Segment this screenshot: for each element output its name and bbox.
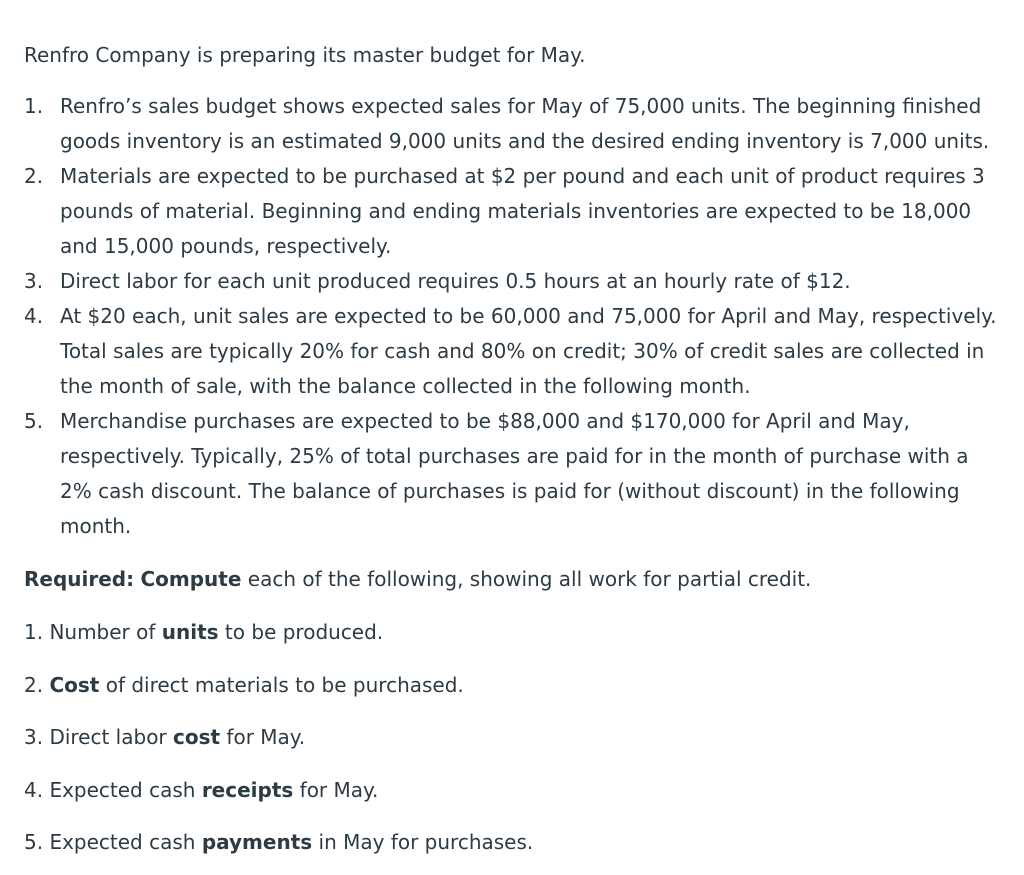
task-text-pre: 4. Expected cash (24, 777, 202, 802)
task-item (24, 668, 1000, 703)
condition-number: 2. (24, 164, 44, 188)
task-item (24, 773, 1000, 808)
condition-item (24, 404, 1000, 544)
task-text-pre: 2. (24, 672, 50, 697)
condition-number: 1. (24, 94, 44, 118)
task-text-pre: 3. Direct labor (24, 725, 174, 749)
task-text-bold: units (161, 620, 219, 644)
condition-item (24, 264, 1000, 299)
condition-item (24, 89, 1000, 159)
task-item (24, 720, 1000, 755)
task-text-bold: payments (201, 830, 313, 854)
task-text-pre: 1. Number of (24, 620, 162, 644)
condition-item (24, 299, 1000, 404)
task-text-bold: cost (173, 725, 221, 749)
intro-text: Renfro Company is preparing its master budget for May. (24, 43, 586, 67)
task-text-pre: 5. Expected cash (24, 830, 202, 854)
task-item (24, 615, 1000, 650)
required-instruction (24, 562, 1000, 597)
task-text-post: to be produced. (218, 620, 384, 644)
task-text-post: for May. (220, 725, 306, 749)
condition-text: Renfro’s sales budget shows expected sales for May of 75,000 units. The beginning finished goods inventory is an estimated 9,000 units and the desired ending inventory is 7,000 units. (60, 94, 990, 153)
condition-text: Materials are expected to be purchased at $2 per pound and each unit of product requires 3 pounds of material. Beginning and ending materials inventories are expected to be 18,000 and 15,000 pounds, respectively. (60, 164, 985, 258)
task-text-bold: Cost (49, 672, 100, 697)
condition-item (24, 159, 1000, 264)
conditions-list (24, 89, 1000, 544)
task-item (24, 825, 1000, 860)
condition-text: Merchandise purchases are expected to be $88,000 and $170,000 for April and May, respectively. Typically, 25% of total purchases are paid for in the month of purchase with a 2% cash discount. The balance of purchases is paid for (without discount) in the following month. (60, 409, 969, 538)
task-text-bold: receipts (201, 777, 294, 802)
condition-number: 4. (24, 304, 44, 328)
condition-number: 5. (24, 409, 44, 433)
condition-text: At $20 each, unit sales are expected to be 60,000 and 75,000 for April and May, respectively. Total sales are typically 20% for cash and 80% on credit; 30% of credit sales are collected in the month of sale, with the balance collected in the following month. (60, 304, 997, 398)
task-text-post: in May for purchases. (312, 830, 534, 854)
required-rest: each of the following, showing all work for partial credit. (241, 567, 812, 591)
required-verb: Compute (140, 567, 242, 591)
task-text-post: of direct materials to be purchased. (99, 672, 464, 697)
condition-text: Direct labor for each unit produced requires 0.5 hours at an hourly rate of $12. (60, 269, 851, 293)
task-text-post: for May. (293, 777, 379, 802)
condition-number: 3. (24, 269, 44, 293)
required-label: Required: (24, 567, 135, 591)
